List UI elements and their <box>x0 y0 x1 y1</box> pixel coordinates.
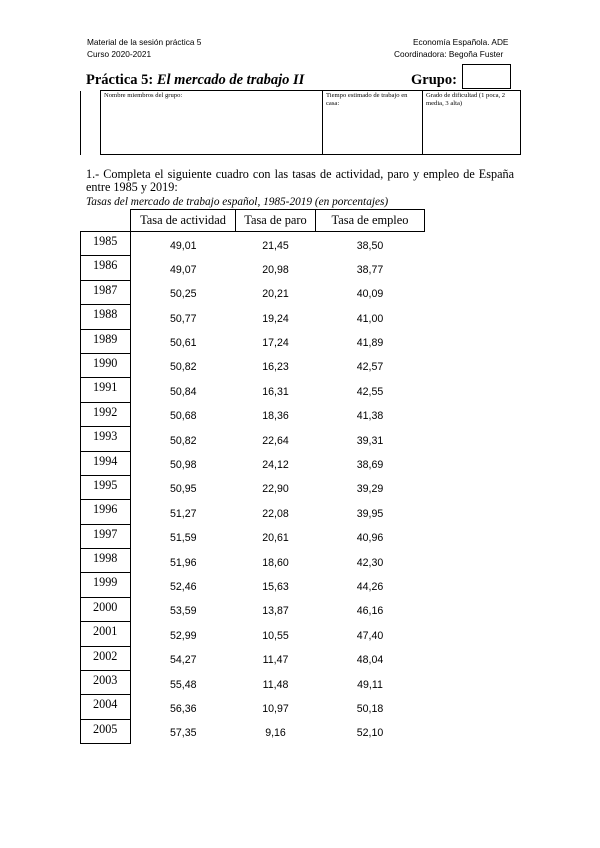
grupo-label: Grupo: <box>411 72 457 88</box>
header-subject: Economía Española. ADE <box>413 37 509 47</box>
activity-rate-cell: 50,61 <box>169 337 197 350</box>
grupo-input-box[interactable] <box>462 64 511 89</box>
unemployment-rate-cell: 10,55 <box>262 629 289 642</box>
employment-rate-cell: 39,29 <box>356 483 384 496</box>
table-row <box>81 329 425 353</box>
year-cell: 1997 <box>81 524 131 548</box>
employment-rate-cell: 38,50 <box>356 240 384 252</box>
employment-rate-cell: 42,30 <box>356 556 384 569</box>
table-row <box>81 695 425 719</box>
table-row <box>81 475 425 499</box>
employment-rate-cell: 39,95 <box>356 507 384 520</box>
employment-rate-cell: 38,77 <box>356 263 384 276</box>
unemployment-rate-cell: 15,63 <box>262 580 289 593</box>
unemployment-rate-cell: 20,61 <box>262 532 289 545</box>
time-label: Tiempo estimado de trabajo en casa: <box>326 92 408 107</box>
year-cell: 1985 <box>81 232 131 256</box>
activity-rate-cell: 51,96 <box>169 556 197 569</box>
employment-rate-cell: 41,00 <box>356 312 384 325</box>
year-cell: 1990 <box>81 353 131 377</box>
activity-rate-cell: 54,27 <box>169 654 197 667</box>
activity-rate-cell: 55,48 <box>169 678 197 691</box>
unemployment-rate-cell: 22,64 <box>262 434 289 447</box>
header-material: Material de la sesión práctica 5 <box>87 37 202 47</box>
employment-rate-cell: 46,16 <box>356 605 384 618</box>
header-left <box>87 36 201 60</box>
table-row <box>81 378 425 402</box>
table-row <box>81 232 425 256</box>
unemployment-rate-cell: 20,21 <box>262 288 289 301</box>
year-cell: 1998 <box>81 549 131 573</box>
title-italic: El mercado de trabajo II <box>156 72 305 88</box>
unemployment-rate-cell: 24,12 <box>262 459 289 472</box>
labor-rates-table <box>80 209 425 744</box>
title-prefix: Práctica 5: <box>86 72 157 88</box>
table-row <box>81 353 425 377</box>
year-cell: 2004 <box>81 695 131 719</box>
info-margin-cell <box>81 91 101 155</box>
activity-rate-cell: 51,27 <box>169 507 197 520</box>
header-employment: Tasa de empleo <box>316 210 425 232</box>
employment-rate-cell: 47,40 <box>356 629 384 642</box>
employment-rate-cell: 41,89 <box>356 337 384 350</box>
employment-rate-cell: 41,38 <box>356 410 384 423</box>
year-cell: 1987 <box>81 280 131 304</box>
activity-rate-cell: 50,95 <box>169 483 197 496</box>
employment-rate-cell: 40,09 <box>356 288 384 301</box>
members-label: Nombre miembros del grupo: <box>104 92 183 99</box>
activity-rate-cell: 57,35 <box>169 727 197 740</box>
table-row <box>81 280 425 304</box>
table-row <box>81 427 425 451</box>
table-row <box>81 524 425 548</box>
table-row <box>81 719 425 743</box>
activity-rate-cell: 50,84 <box>169 385 197 398</box>
activity-rate-cell: 52,46 <box>169 580 197 593</box>
year-cell: 1992 <box>81 402 131 426</box>
year-cell: 2000 <box>81 597 131 621</box>
employment-rate-cell: 50,18 <box>356 702 384 715</box>
employment-rate-cell: 48,04 <box>356 654 384 667</box>
activity-rate-cell: 52,99 <box>169 629 197 642</box>
unemployment-rate-cell: 18,60 <box>262 556 289 569</box>
year-cell: 1989 <box>81 329 131 353</box>
activity-rate-cell: 49,01 <box>169 240 197 252</box>
table-row <box>81 402 425 426</box>
activity-rate-cell: 51,59 <box>169 532 197 545</box>
unemployment-rate-cell: 22,08 <box>262 507 289 520</box>
table-row <box>81 549 425 573</box>
page-title <box>86 72 304 89</box>
unemployment-rate-cell: 11,48 <box>262 678 289 691</box>
activity-rate-cell: 50,98 <box>169 459 197 472</box>
unemployment-rate-cell: 9,16 <box>265 727 286 740</box>
year-cell: 2001 <box>81 622 131 646</box>
employment-rate-cell: 49,11 <box>357 678 383 691</box>
unemployment-rate-cell: 21,45 <box>262 240 289 252</box>
year-cell: 2003 <box>81 671 131 695</box>
year-cell: 2005 <box>81 719 131 743</box>
table-row <box>81 256 425 280</box>
year-cell: 1996 <box>81 500 131 524</box>
table-row <box>81 305 425 329</box>
unemployment-rate-cell: 19,24 <box>262 312 289 325</box>
employment-rate-cell: 52,10 <box>356 727 384 740</box>
time-cell[interactable] <box>323 91 423 155</box>
header-right <box>394 36 508 60</box>
unemployment-rate-cell: 16,31 <box>262 385 289 398</box>
activity-rate-cell: 50,82 <box>169 434 197 447</box>
unemployment-rate-cell: 11,47 <box>262 654 289 667</box>
members-cell[interactable] <box>101 91 323 155</box>
group-info-table <box>80 90 521 155</box>
activity-rate-cell: 50,68 <box>169 410 197 423</box>
year-cell: 1991 <box>81 378 131 402</box>
header-course: Curso 2020-2021 <box>87 49 152 59</box>
year-cell: 1999 <box>81 573 131 597</box>
year-cell: 1994 <box>81 451 131 475</box>
table-caption: Tasas del mercado de trabajo español, 1985-2019 (en porcentajes) <box>86 196 389 208</box>
unemployment-rate-cell: 17,24 <box>262 337 289 350</box>
table-row <box>81 573 425 597</box>
difficulty-label: Grado de dificultad (1 poca, 2 media, 3 alta) <box>426 92 506 107</box>
unemployment-rate-cell: 13,87 <box>262 605 289 618</box>
header-activity: Tasa de actividad <box>131 210 236 232</box>
difficulty-cell[interactable] <box>423 91 521 155</box>
activity-rate-cell: 53,59 <box>169 605 197 618</box>
employment-rate-cell: 42,55 <box>356 385 384 398</box>
header-coordinator: Coordinadora: Begoña Fuster <box>394 49 504 59</box>
activity-rate-cell: 50,82 <box>169 361 197 374</box>
employment-rate-cell: 39,31 <box>356 434 384 447</box>
employment-rate-cell: 40,96 <box>356 532 384 545</box>
table-row <box>81 451 425 475</box>
activity-rate-cell: 56,36 <box>169 702 197 715</box>
unemployment-rate-cell: 10,97 <box>262 702 289 715</box>
year-cell: 2002 <box>81 646 131 670</box>
employment-rate-cell: 38,69 <box>356 459 384 472</box>
year-cell: 1988 <box>81 305 131 329</box>
table-row <box>81 646 425 670</box>
employment-rate-cell: 44,26 <box>356 580 384 593</box>
unemployment-rate-cell: 22,90 <box>262 483 289 496</box>
table-row <box>81 597 425 621</box>
year-cell: 1986 <box>81 256 131 280</box>
activity-rate-cell: 50,77 <box>169 312 197 325</box>
year-cell: 1995 <box>81 475 131 499</box>
unemployment-rate-cell: 16,23 <box>262 361 289 374</box>
corner-cell <box>81 210 131 232</box>
activity-rate-cell: 49,07 <box>169 263 197 276</box>
question-text: 1.- Completa el siguiente cuadro con las tasas de actividad, paro y empleo de España entre 1985 y 2019: <box>86 167 514 194</box>
activity-rate-cell: 50,25 <box>169 288 197 301</box>
table-row <box>81 500 425 524</box>
header-unemployment: Tasa de paro <box>236 210 316 232</box>
table-row <box>81 671 425 695</box>
unemployment-rate-cell: 18,36 <box>262 410 289 423</box>
year-cell: 1993 <box>81 427 131 451</box>
employment-rate-cell: 42,57 <box>356 361 384 374</box>
table-row <box>81 622 425 646</box>
unemployment-rate-cell: 20,98 <box>262 263 289 276</box>
